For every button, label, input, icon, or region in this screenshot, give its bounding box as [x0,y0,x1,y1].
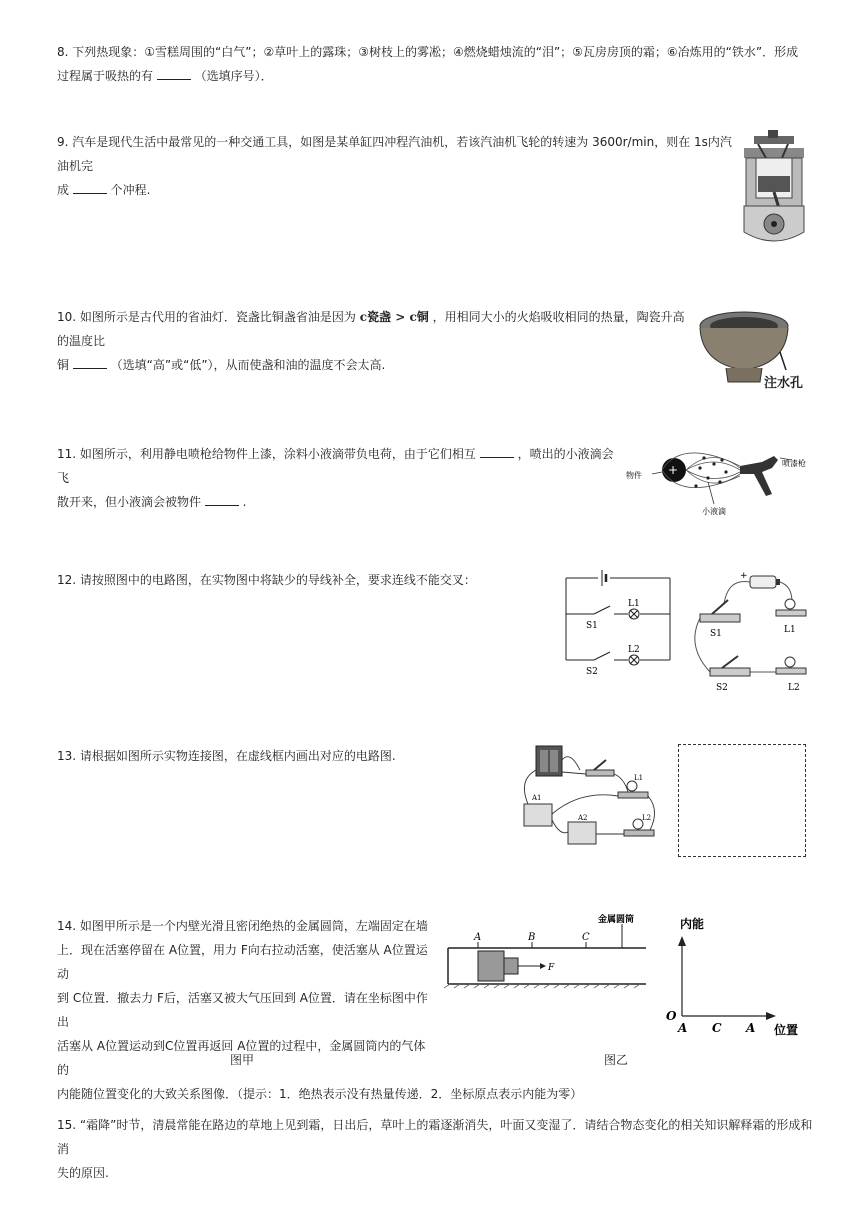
q10-formula: c瓷盏 > c铜 [359,310,429,324]
q8-line2-b: （选填序号）． [194,69,273,83]
q11-line1 [57,442,617,490]
q9-line2-a: 成 [57,183,70,197]
q8-line2-a: 过程属于吸热的有 [57,69,154,83]
q14-line5: 内能随位置变化的大致关系图像．（提示：1．绝热表示没有热量传递．2．坐标原点表示内能为零） [57,1087,583,1101]
q9-line2-b: 个冲程. [110,183,151,197]
q10-line2-b: （选填“高”或“低”），从而使盏和油的温度不会太高. [110,358,386,372]
q12-real-circuit [684,566,814,694]
q14-line3: 到 C位置．撤去力 F后，活塞又被大气压回到 A位置．请在坐标图中作出 [57,991,428,1029]
q10-fig-label: 注水孔 [764,376,804,391]
q15-line1: 15. “霜降”时节，清晨常能在路边的草地上见到霜，日出后，草叶上的霜逐渐消失，叶面又变湿了．请结合物态变化的相关知识解释霜的形成和消 [57,1118,813,1156]
q13-line1: 13. 请根据如图所示实物连接图，在虚线框内画出对应的电路图. [57,749,396,763]
mark-c: C [582,932,590,943]
energy-axes-figure [662,908,812,1040]
q11-line1-a: 11. 如图所示，利用静电喷枪给物件上漆，涂料小液滴带负电荷，由于它们相互 [57,447,476,461]
label-object: 物件 [626,471,642,480]
q10-answer-blank [73,356,107,369]
label-droplet: 小液滴 [702,507,726,516]
q11-line2-a: 散开来，但小液滴会被物件 [57,495,202,509]
q14-line2: 上．现在活塞停留在 A位置，用力 F向右拉动活塞，使活塞从 A位置运动 [57,943,428,981]
question-15 [57,1113,817,1185]
force-label: F [548,963,555,973]
q9-answer-blank [73,181,107,194]
label-s1: S1 [586,621,598,631]
axis-y-label: 内能 [680,917,705,931]
q13-label-a2: A2 [578,814,588,822]
mark-b: B [528,932,536,943]
answer-dashed-box[interactable] [678,744,806,857]
label-l2: L2 [628,645,640,655]
question-10 [57,305,687,377]
caption-left: 图甲 [230,1053,255,1067]
q11-answer-blank-2 [205,493,239,506]
question-13 [57,744,497,768]
label-l1: L1 [628,599,640,609]
q11-answer-blank-1 [480,445,514,458]
x-tick-c: C [712,1021,722,1035]
q13-label-a1: A1 [532,794,542,802]
svg-text:+: + [668,463,679,477]
cylinder-figure [440,908,652,994]
q10-line2-a: 铜 [57,358,70,372]
question-8 [57,40,817,88]
origin-label: O [666,1009,677,1023]
x-tick-a1: A [678,1021,688,1035]
label-s2: S2 [586,667,598,676]
question-14 [57,914,583,1106]
q11-line2 [57,490,617,514]
question-11 [57,442,617,514]
q10-line2 [57,353,687,377]
caption-right: 图乙 [604,1053,629,1067]
question-12 [57,568,537,592]
q14-line4: 活塞从 A位置运动到C位置再返回 A位置的过程中，金属圆筒内的气体的 [57,1039,426,1077]
q8-answer-blank [157,67,191,80]
q12-circuit-diagram [558,568,678,676]
spray-gun-figure [622,442,812,522]
real-label-l2: L2 [788,683,800,693]
engine-figure [738,128,810,248]
q13-real-circuit [510,740,660,850]
mark-a: A [474,932,482,943]
q8-line2 [57,64,817,88]
q10-line1-a: 10. 如图所示是古代用的省油灯．瓷盏比铜盏省油是因为 [57,310,356,324]
q9-line2 [57,178,737,202]
q11-line2-b: . [242,495,247,509]
q12-line1: 12. 请按照图中的电路图，在实物图中将缺少的导线补全，要求连线不能交叉： [57,573,476,587]
q10-line1-b: ，用相同大小的火焰吸收相同的热量，陶瓷升高的温度比 [57,310,685,348]
q8-line1: 8. 下列热现象：①雪糕周围的“白气”；②草叶上的露珠；③树枝上的雾凇；④燃烧蜡烛流的“泪”；⑤瓦房房顶的霜；⑥冶炼用的“铁水”．形成 [57,45,799,59]
q13-label-l1: L1 [634,774,644,782]
x-tick-a2: A [746,1021,756,1035]
q10-line1 [57,305,687,353]
q9-line1: 9. 汽车是现代生活中最常见的一种交通工具，如图是某单缸四冲程汽油机，若该汽油机飞轮的转速为 3600r/min，则在 1s内汽油机完 [57,135,732,173]
q11-line1-b: ，喷出的小液滴会飞 [57,447,614,485]
axis-x-label: 位置 [774,1023,799,1037]
real-label-s2: S2 [716,683,728,693]
question-9 [57,130,737,202]
battery-plus: + [740,571,748,581]
real-label-s1: S1 [710,629,722,639]
q13-label-l2: L2 [642,814,652,822]
q14-line1: 14. 如图甲所示是一个内壁光滑且密闭绝热的金属圆筒，左端固定在墙 [57,919,428,933]
real-label-l1: L1 [784,625,796,635]
cylinder-label: 金属圆筒 [598,915,635,925]
label-spray-gun: 喷漆枪 [782,459,806,468]
q15-line2: 失的原因. [57,1166,109,1180]
